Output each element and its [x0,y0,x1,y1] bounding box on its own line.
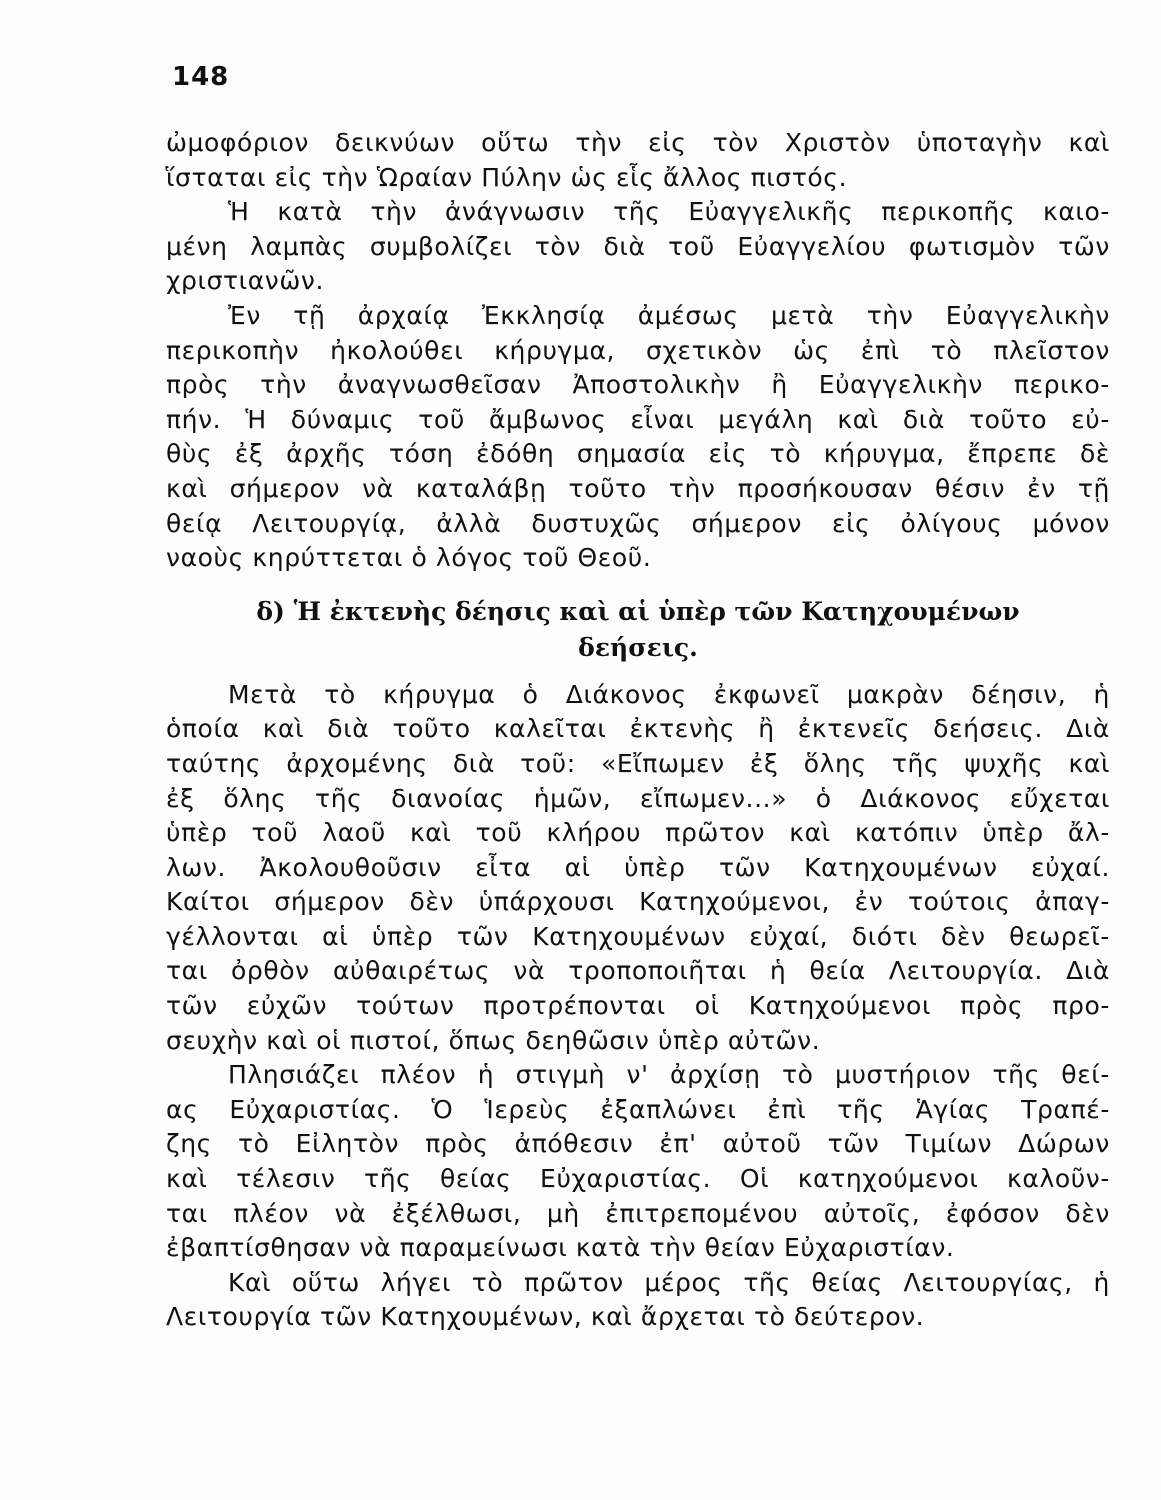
text-line: ταύτης ἀρχομένης διὰ τοῦ: «Εἴπωμεν ἐξ ὅλης τῆς ψυχῆς καὶ [166,748,1110,778]
text-line: περικοπὴν ἠκολούθει κήρυγμα, σχετικὸν ὡς ἐπὶ τὸ πλεῖστον [166,335,1110,365]
text-line: λων. Ἀκολουθοῦσιν εἶτα αἱ ὑπὲρ τῶν Κατηχουμένων εὐχαί. [166,852,1110,882]
text-line: γέλλονται αἱ ὑπὲρ τῶν Κατηχουμένων εὐχαί, διότι δὲν θεωρεῖ- [166,921,1110,951]
text-line: χριστιανῶν. [166,266,325,296]
text-line: Πλησιάζει πλέον ἡ στιγμὴ ν' ἀρχίσῃ τὸ μυστήριον τῆς θεί- [228,1060,1110,1090]
text-line: πρὸς τὴν ἀναγνωσθεῖσαν Ἀποστολικὴν ἢ Εὐαγγελικὴν περικο- [166,370,1110,400]
text-line: ἐξ ὅλης τῆς διανοίας ἡμῶν, εἴπωμεν...» ὁ Διάκονος εὔχεται [166,783,1110,813]
text-line: ναοὺς κηρύττεται ὁ λόγος τοῦ Θεοῦ. [166,543,652,573]
text-line: τῶν εὐχῶν τούτων προτρέπονται οἱ Κατηχούμενοι πρὸς προ- [166,991,1110,1021]
section-heading-continuation: δεήσεις. [578,632,698,662]
body-text [166,126,1110,1335]
text-line: ται πλέον νὰ ἐξέλθωσι, μὴ ἐπιτρεπομένου αὐτοῖς, ἐφόσον δὲν [166,1198,1110,1228]
text-line: καὶ τέλεσιν τῆς θείας Εὐχαριστίας. Οἱ κατηχούμενοι καλοῦν- [166,1164,1110,1194]
text-line: Καίτοι σήμερον δὲν ὑπάρχουσι Κατηχούμενοι, ἐν τούτοις ἀπαγ- [166,887,1110,917]
text-line: ὑπὲρ τοῦ λαοῦ καὶ τοῦ κλήρου πρῶτον καὶ κατόπιν ὑπὲρ ἄλ- [166,818,1110,848]
text-line: μένη λαμπὰς συμβολίζει τὸν διὰ τοῦ Εὐαγγελίου φωτισμὸν τῶν [166,231,1110,261]
text-line: Ἐν τῇ ἀρχαίᾳ Ἐκκλησίᾳ ἀμέσως μετὰ τὴν Εὐαγγελικὴν [228,300,1110,330]
text-line: θείᾳ Λειτουργίᾳ, ἀλλὰ δυστυχῶς σήμερον εἰς ὀλίγους μόνον [166,508,1110,538]
text-line: Μετὰ τὸ κήρυγμα ὁ Διάκονος ἐκφωνεῖ μακρὰν δέησιν, ἡ [228,679,1110,709]
page-number: 148 [172,62,230,92]
text-line: ζης τὸ Εἰλητὸν πρὸς ἀπόθεσιν ἐπ' αὐτοῦ τῶν Τιμίων Δώρων [166,1129,1110,1159]
text-line: καὶ σήμερον νὰ καταλάβῃ τοῦτο τὴν προσήκουσαν θέσιν ἐν τῇ [166,473,1110,503]
text-line: Ἡ κατὰ τὴν ἀνάγνωσιν τῆς Εὐαγγελικῆς περικοπῆς καιο- [228,197,1110,227]
text-line: πήν. Ἡ δύναμις τοῦ ἄμβωνος εἶναι μεγάλη καὶ διὰ τοῦτο εὐ- [166,404,1110,434]
text-line: ὁποία καὶ διὰ τοῦτο καλεῖται ἐκτενὴς ἢ ἐκτενεῖς δεήσεις. Διὰ [166,714,1110,744]
text-line: Λειτουργία τῶν Κατηχουμένων, καὶ ἄρχεται τὸ δεύτερον. [166,1302,925,1332]
text-line: ται ὀρθὸν αὐθαιρέτως νὰ τροποποιῆται ἡ θεία Λειτουργία. Διὰ [166,956,1110,986]
section-heading: δ) Ἡ ἐκτενὴς δέησις καὶ αἱ ὑπὲρ τῶν Κατηχουμένων [256,596,1020,626]
text-line: ἵσταται εἰς τὴν Ὡραίαν Πύλην ὡς εἷς ἄλλος πιστός. [166,162,848,192]
text-line: σευχὴν καὶ οἱ πιστοί, ὅπως δεηθῶσιν ὑπὲρ αὐτῶν. [166,1025,821,1055]
text-line: ας Εὐχαριστίας. Ὁ Ἱερεὺς ἐξαπλώνει ἐπὶ τῆς Ἁγίας Τραπέ- [166,1094,1110,1124]
text-line: θὺς ἐξ ἀρχῆς τόση ἐδόθη σημασία εἰς τὸ κήρυγμα, ἔπρεπε δὲ [166,439,1110,469]
text-line: ἐβαπτίσθησαν νὰ παραμείνωσι κατὰ τὴν θείαν Εὐχαριστίαν. [166,1233,955,1263]
text-line: Καὶ οὕτω λήγει τὸ πρῶτον μέρος τῆς θείας Λειτουργίας, ἡ [228,1267,1110,1297]
text-line: ὠμοφόριον δεικνύων οὕτω τὴν εἰς τὸν Χριστὸν ὑποταγὴν καὶ [166,128,1110,157]
